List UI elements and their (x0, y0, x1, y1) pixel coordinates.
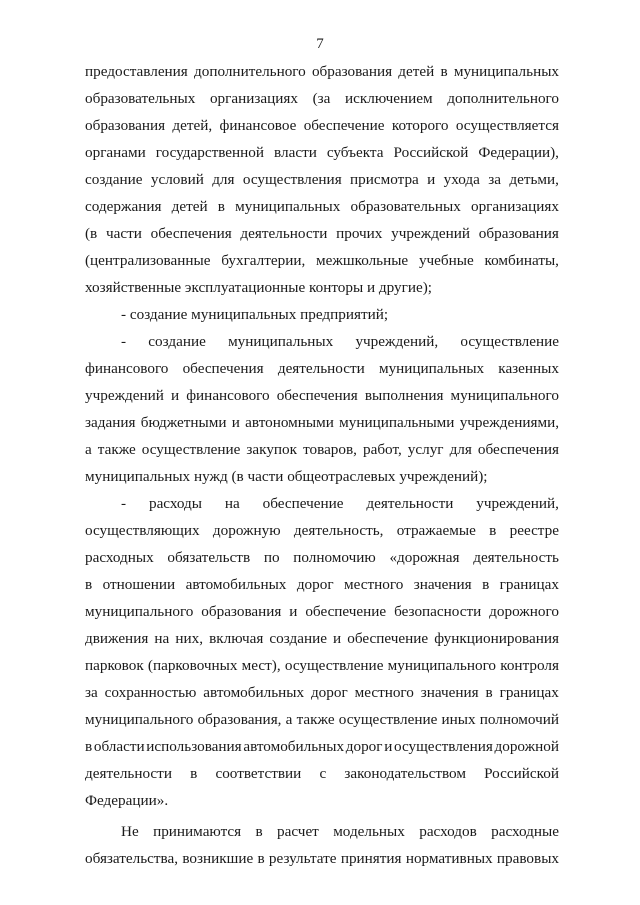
text-line (85, 517, 559, 544)
text-line (85, 328, 559, 355)
word: и (171, 387, 180, 404)
word: возникшие (182, 850, 254, 867)
word: образования (478, 225, 559, 242)
word: обеспечение (305, 603, 387, 620)
word: муниципальных (453, 63, 559, 80)
word: осуществляющих (85, 522, 200, 539)
page-number: 7 (316, 36, 324, 52)
word: обеспечение (303, 117, 385, 134)
word: создание (85, 171, 143, 188)
word: границах (499, 684, 559, 701)
word: границах (499, 576, 559, 593)
word: осуществление (141, 441, 241, 458)
word: в (482, 576, 490, 593)
word: исключением (345, 90, 433, 107)
word: детьми, (509, 171, 559, 188)
word: учреждений, (476, 495, 559, 512)
word: а (285, 711, 293, 728)
word: муниципальных (378, 360, 485, 377)
word: учебные (418, 252, 474, 269)
word: в (489, 522, 497, 539)
word: безопасности (394, 603, 482, 620)
word: обеспечение (262, 495, 344, 512)
word: обеспечения (276, 387, 358, 404)
word: для (449, 441, 472, 458)
text-line (85, 193, 559, 220)
text-line (85, 220, 559, 247)
paragraph-3 (85, 328, 559, 490)
word: включая (209, 630, 264, 647)
document-body (85, 58, 559, 872)
word: ухода (443, 171, 480, 188)
word: которого (391, 117, 449, 134)
word: дорог (310, 684, 348, 701)
word: муниципального (85, 711, 194, 728)
paragraph-1 (85, 58, 559, 301)
text-line (85, 571, 559, 598)
text-line (85, 679, 559, 706)
word: парковок (85, 657, 144, 674)
word: расходы (148, 495, 202, 512)
word: Российской (393, 144, 469, 161)
word: присмотра (350, 171, 419, 188)
word: иных (441, 711, 476, 728)
word: учреждениями, (459, 414, 559, 431)
word: образования (311, 63, 393, 80)
word: для (212, 171, 235, 188)
text-line (85, 247, 559, 274)
word: расходные (491, 823, 559, 840)
word: деятельность, (293, 522, 384, 539)
word: организациях (209, 90, 298, 107)
word: учреждений, (355, 333, 439, 350)
word: реестре (509, 522, 559, 539)
text-line: муниципальных нужд (в части общеотраслевых учреждений); (85, 468, 488, 485)
word: Российской (484, 765, 559, 782)
word: и (289, 603, 298, 620)
word: дополнительного (194, 63, 306, 80)
text-line (85, 139, 559, 166)
text-line (85, 598, 559, 625)
word: а (85, 441, 92, 458)
word: закупок (246, 441, 298, 458)
word: муниципального (85, 603, 194, 620)
word: контроля (500, 657, 559, 674)
word: детей (398, 63, 435, 80)
word: (в (85, 225, 98, 242)
word: значения (413, 576, 472, 593)
word: деятельность (473, 549, 559, 566)
word: в (190, 765, 198, 782)
word: расходных (85, 549, 154, 566)
word: условий (150, 171, 204, 188)
word: осуществление (338, 711, 438, 728)
word: деятельности (240, 225, 328, 242)
word: финансового (85, 360, 169, 377)
word: власти (274, 144, 317, 161)
word: и (384, 738, 393, 755)
text-line: хозяйственные эксплуатационные конторы и другие); (85, 279, 433, 296)
word: в (485, 684, 493, 701)
word: муниципального (387, 657, 497, 674)
word: дорог (296, 576, 334, 593)
word: части (105, 225, 142, 242)
word: местного (344, 576, 404, 593)
word: на (224, 495, 240, 512)
word: деятельности (85, 765, 172, 782)
word: услуг (407, 441, 444, 458)
word: финансовое (219, 117, 297, 134)
word: использования (146, 738, 242, 755)
word: функционирования (434, 630, 559, 647)
word: в (85, 738, 93, 755)
word: учреждений (391, 225, 471, 242)
word: соответствии (215, 765, 302, 782)
word: по (263, 549, 280, 566)
word: образовательных (85, 90, 196, 107)
word: и (231, 414, 240, 431)
word: финансового (186, 387, 270, 404)
text-line (85, 166, 559, 193)
word: движения (85, 630, 149, 647)
word: муниципального (450, 387, 559, 404)
word: области (93, 738, 145, 755)
word: муниципальными (339, 414, 455, 431)
word: в (255, 823, 263, 840)
word: комбинаты, (484, 252, 559, 269)
word: обеспечения (477, 441, 559, 458)
word: организациях (470, 198, 559, 215)
word: деятельности (277, 360, 365, 377)
word: муниципальных (228, 333, 334, 350)
text-line (85, 845, 559, 872)
word: также (296, 711, 335, 728)
word: - (121, 333, 127, 350)
word: (парковочных (147, 657, 238, 674)
word: в (217, 198, 225, 215)
text-line (85, 818, 559, 845)
text-line (85, 58, 559, 85)
word: отношении (102, 576, 176, 593)
word: осуществление (460, 333, 559, 350)
word: выполнения (364, 387, 444, 404)
word: муниципальных (235, 198, 341, 215)
word: детей (171, 198, 208, 215)
word: осуществления (242, 171, 342, 188)
text-line (85, 625, 559, 652)
word: государственной (155, 144, 265, 161)
word: - (121, 495, 127, 512)
text-line (85, 733, 559, 760)
text-line (85, 112, 559, 139)
word: осуществление (284, 657, 384, 674)
word: расходов (419, 823, 477, 840)
word: также (97, 441, 136, 458)
word: дорожной (494, 738, 559, 755)
word: автономными (245, 414, 334, 431)
word: расчет (277, 823, 319, 840)
word: дорог (345, 738, 383, 755)
text-line (85, 436, 559, 463)
word: отражаемые (396, 522, 476, 539)
word: казенных (498, 360, 559, 377)
text-line (85, 490, 559, 517)
word: за (85, 684, 98, 701)
word: межшкольные (316, 252, 409, 269)
word: предоставления (85, 63, 188, 80)
text-line (85, 760, 559, 787)
word: обеспечение (347, 630, 429, 647)
word: учреждений (85, 387, 164, 404)
word: обязательств (167, 549, 251, 566)
word: автомобильных (243, 738, 345, 755)
word: автомобильных (203, 684, 305, 701)
word: обеспечения (182, 360, 264, 377)
word: Не (121, 823, 139, 840)
word: дорожную (212, 522, 281, 539)
text-line (85, 382, 559, 409)
word: на (154, 630, 170, 647)
text-line: - создание муниципальных предприятий; (121, 306, 389, 323)
word: в (257, 850, 265, 867)
word: товаров, (303, 441, 357, 458)
word: образования (201, 603, 282, 620)
word: создание (148, 333, 206, 350)
word: бюджетными (140, 414, 227, 431)
word: осуществления (394, 738, 493, 755)
word: принятия (340, 850, 402, 867)
word: обеспечения (150, 225, 232, 242)
word: полномочию (293, 549, 376, 566)
word: прочих (336, 225, 383, 242)
word: субъекта (326, 144, 384, 161)
word: в (85, 576, 93, 593)
word: содержания (85, 198, 162, 215)
word: в (440, 63, 448, 80)
word: мест), (241, 657, 281, 674)
word: модельных (333, 823, 405, 840)
word: задания (85, 414, 136, 431)
word: местного (354, 684, 414, 701)
word: с (319, 765, 327, 782)
word: и (333, 630, 342, 647)
word: правовых (496, 850, 559, 867)
word: законодательством (344, 765, 466, 782)
word: полномочий (479, 711, 559, 728)
word: сохранностью (104, 684, 197, 701)
text-line (85, 706, 559, 733)
paragraph-4 (85, 490, 559, 814)
word: принимаются (153, 823, 242, 840)
word: дорожного (489, 603, 559, 620)
text-line (85, 355, 559, 382)
text-line (85, 85, 559, 112)
word: детей, (172, 117, 213, 134)
word: них, (175, 630, 203, 647)
text-line (85, 409, 559, 436)
word: создание (269, 630, 327, 647)
word: значения (420, 684, 479, 701)
word: «дорожная (389, 549, 460, 566)
word: органами (85, 144, 146, 161)
word: автомобильных (185, 576, 287, 593)
word: осуществляется (455, 117, 559, 134)
word: образовательных (350, 198, 461, 215)
word: за (488, 171, 502, 188)
word: образования, (197, 711, 282, 728)
word: образования (85, 117, 166, 134)
word: дополнительного (447, 90, 559, 107)
text-line (85, 652, 559, 679)
text-line (85, 544, 559, 571)
word: (централизованные (85, 252, 211, 269)
paragraph-2 (85, 301, 559, 328)
word: деятельности (366, 495, 454, 512)
word: обязательства, (85, 850, 179, 867)
word: и (427, 171, 436, 188)
word: бухгалтерии, (221, 252, 306, 269)
word: работ, (363, 441, 402, 458)
word: (за (312, 90, 331, 107)
word: нормативных (405, 850, 493, 867)
word: Федерации), (478, 144, 559, 161)
paragraph-5 (85, 818, 559, 872)
text-line: Федерации». (85, 792, 169, 809)
word: результате (268, 850, 337, 867)
